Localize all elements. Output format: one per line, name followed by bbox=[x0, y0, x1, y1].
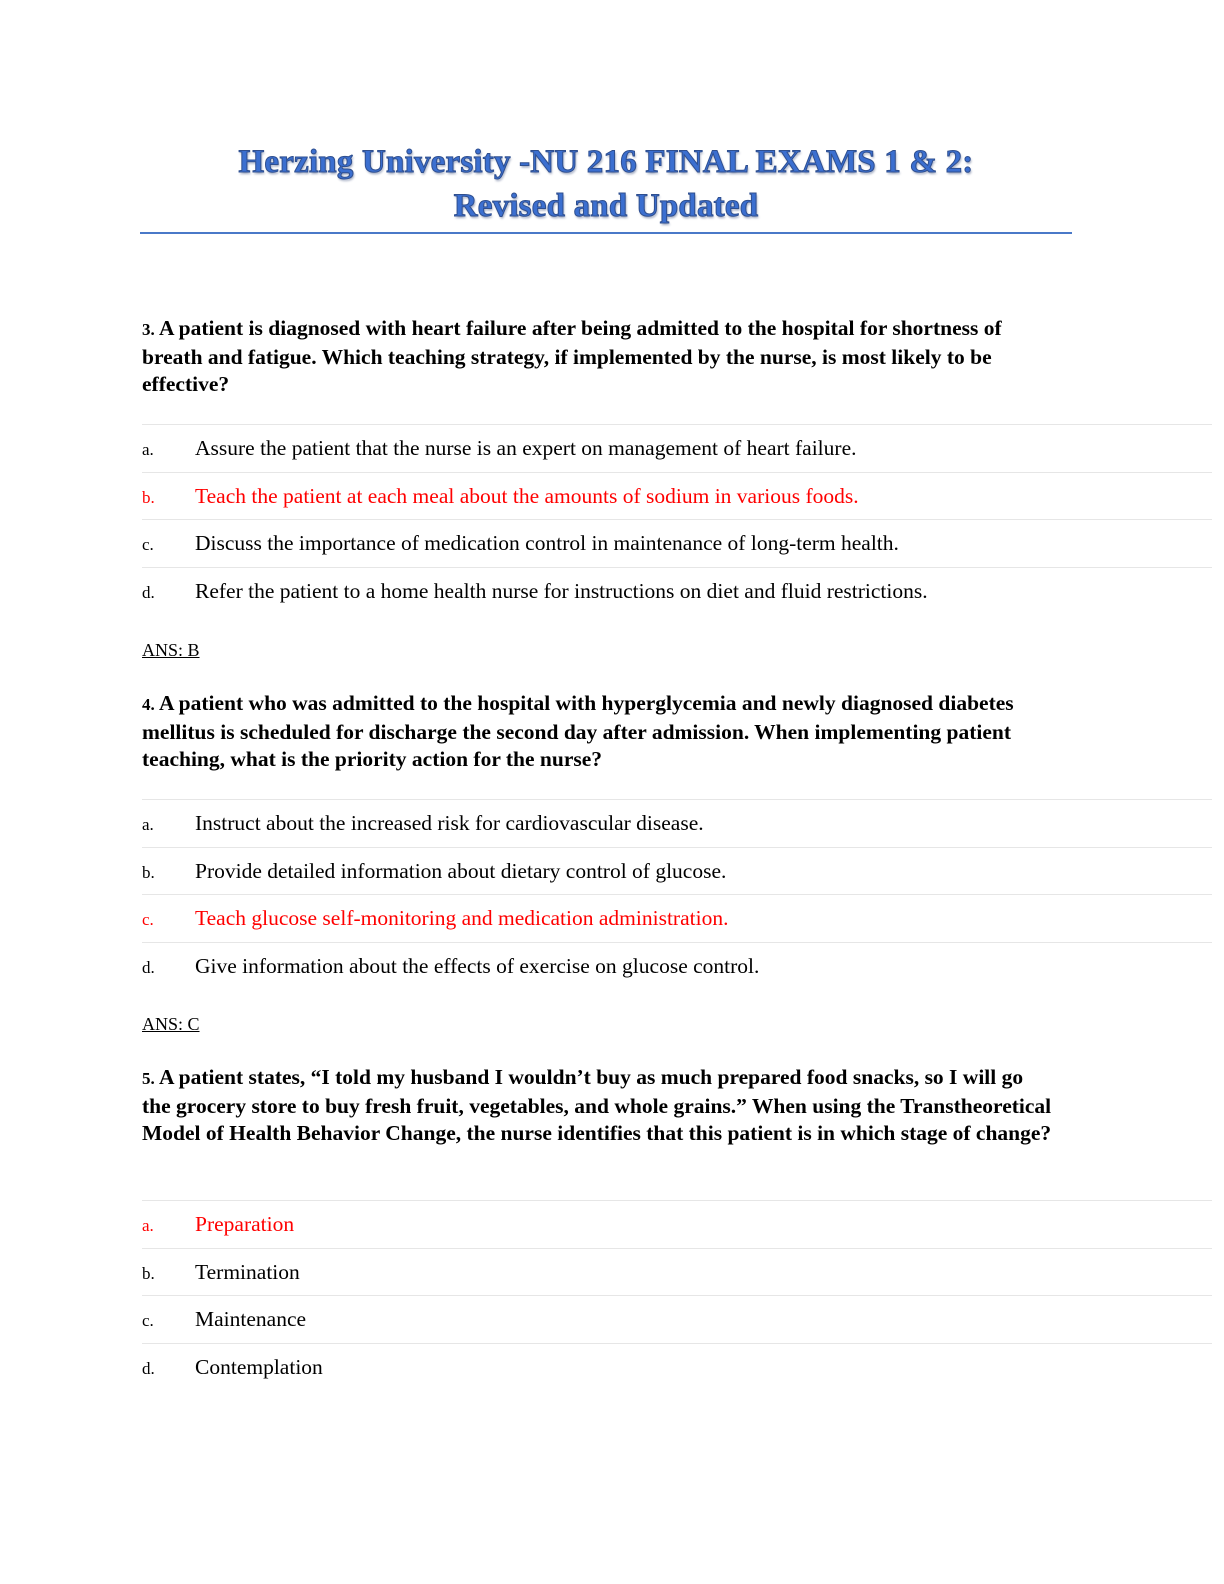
question-text: A patient is diagnosed with heart failure after being admitted to the hospital for shortness of breath and fatigue. Which teaching strategy, if implemented by the nurse, is most likely to be effective? bbox=[142, 316, 1002, 396]
option-text: Teach the patient at each meal about the amounts of sodium in various foods. bbox=[195, 483, 859, 508]
question-3-stem bbox=[142, 315, 1052, 399]
option-text: Assure the patient that the nurse is an expert on management of heart failure. bbox=[195, 436, 857, 460]
option-letter: c. bbox=[142, 910, 154, 929]
option-row bbox=[142, 942, 1212, 990]
option-letter: a. bbox=[142, 815, 154, 834]
answer-key-4: ANS: C bbox=[142, 1014, 200, 1034]
option-row bbox=[142, 799, 1212, 847]
option-text: Instruct about the increased risk for cardiovascular disease. bbox=[195, 811, 704, 835]
option-text: Teach glucose self-monitoring and medication administration. bbox=[195, 906, 729, 930]
answer-key-3: ANS: B bbox=[142, 640, 200, 660]
option-letter: b. bbox=[142, 862, 155, 882]
option-letter: a. bbox=[142, 1216, 154, 1235]
title-line-2: Revised and Updated bbox=[453, 188, 759, 224]
option-letter: d. bbox=[142, 957, 155, 977]
option-row bbox=[142, 519, 1212, 567]
option-text: Discuss the importance of medication control in maintenance of long-term health. bbox=[195, 531, 899, 555]
option-text: Termination bbox=[195, 1259, 300, 1284]
title-divider bbox=[140, 232, 1072, 234]
option-text: Preparation bbox=[195, 1212, 295, 1236]
option-row bbox=[142, 1343, 1212, 1391]
option-text: Contemplation bbox=[195, 1354, 323, 1379]
option-row-correct bbox=[142, 472, 1212, 520]
option-letter: a. bbox=[142, 440, 154, 459]
question-4-options bbox=[142, 799, 1212, 989]
option-text: Provide detailed information about dietary control of glucose. bbox=[195, 858, 727, 883]
question-5-options bbox=[142, 1200, 1212, 1390]
question-5-stem bbox=[142, 1064, 1052, 1148]
option-letter: d. bbox=[142, 1358, 155, 1378]
option-letter: c. bbox=[142, 535, 154, 554]
option-row bbox=[142, 1248, 1212, 1296]
question-number: 5. bbox=[142, 1069, 155, 1088]
question-3-options bbox=[142, 424, 1212, 614]
option-row-correct bbox=[142, 894, 1212, 942]
option-row bbox=[142, 847, 1212, 895]
document-title bbox=[140, 140, 1072, 228]
title-line-1: Herzing University -NU 216 FINAL EXAMS 1 & 2: bbox=[238, 144, 974, 180]
option-letter: c. bbox=[142, 1311, 154, 1330]
question-number: 3. bbox=[142, 320, 155, 339]
question-text: A patient who was admitted to the hospital with hyperglycemia and newly diagnosed diabetes mellitus is scheduled for discharge the second day after admission. When implementing patient teaching, what is the priority action for the nurse? bbox=[142, 691, 1014, 771]
option-row-correct bbox=[142, 1200, 1212, 1248]
question-text: A patient states, “I told my husband I wouldn’t buy as much prepared food snacks, so I will go the grocery store to buy fresh fruit, vegetables, and whole grains.” When using the Transtheoretical Model of Health Behavior Change, the nurse identifies that this patient is in which stage of change? bbox=[142, 1065, 1052, 1145]
option-row bbox=[142, 424, 1212, 472]
option-row bbox=[142, 1295, 1212, 1343]
option-text: Maintenance bbox=[195, 1307, 307, 1331]
option-letter: d. bbox=[142, 582, 155, 602]
option-text: Refer the patient to a home health nurse for instructions on diet and fluid restrictions. bbox=[195, 578, 928, 603]
question-4-stem bbox=[142, 690, 1052, 774]
option-letter: b. bbox=[142, 487, 155, 507]
option-letter: b. bbox=[142, 1263, 155, 1283]
option-text: Give information about the effects of exercise on glucose control. bbox=[195, 953, 760, 978]
option-row bbox=[142, 567, 1212, 615]
question-number: 4. bbox=[142, 695, 155, 714]
